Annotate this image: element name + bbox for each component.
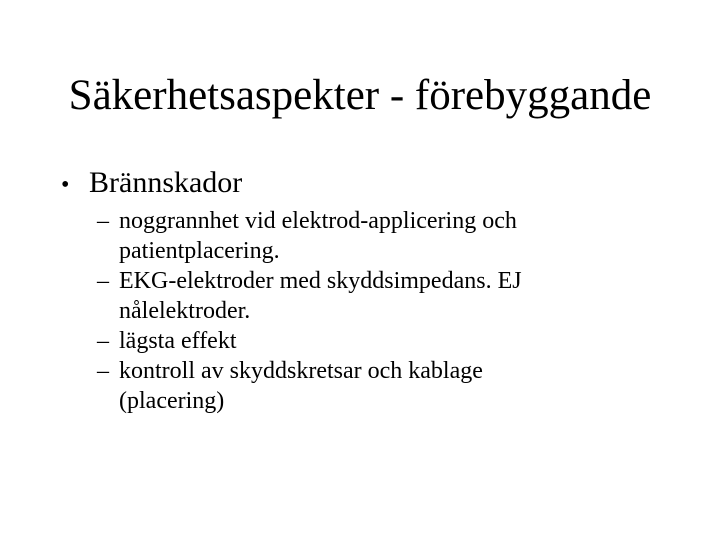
sub-bullet-dash: – (97, 208, 109, 234)
sub-bullet-item (97, 266, 697, 326)
sub-bullet-dash: – (97, 268, 109, 294)
sub-bullet-item (97, 326, 697, 356)
sub-bullet-list (97, 206, 697, 416)
sub-bullet-line: EKG-elektroder med skyddsimpedans. EJ (119, 268, 522, 294)
sub-bullet-line: lägsta effekt (119, 328, 237, 354)
bullet-item (61, 163, 242, 205)
sub-bullet-item (97, 206, 697, 266)
sub-bullet-line-continued: (placering) (119, 388, 225, 414)
bullet-text: Brännskador (89, 166, 243, 199)
sub-bullet-item (97, 356, 697, 416)
bullet-glyph: • (61, 172, 70, 198)
sub-bullet-line-continued: nålelektroder. (119, 298, 251, 324)
sub-bullet-dash: – (97, 358, 109, 384)
sub-bullet-line-continued: patientplacering. (119, 238, 280, 264)
sub-bullet-dash: – (97, 328, 109, 354)
sub-bullet-line: kontroll av skyddskretsar och kablage (119, 358, 483, 384)
sub-bullet-line: noggrannhet vid elektrod-applicering och (119, 208, 517, 234)
slide-title: Säkerhetsaspekter - förebyggande (68, 72, 652, 119)
